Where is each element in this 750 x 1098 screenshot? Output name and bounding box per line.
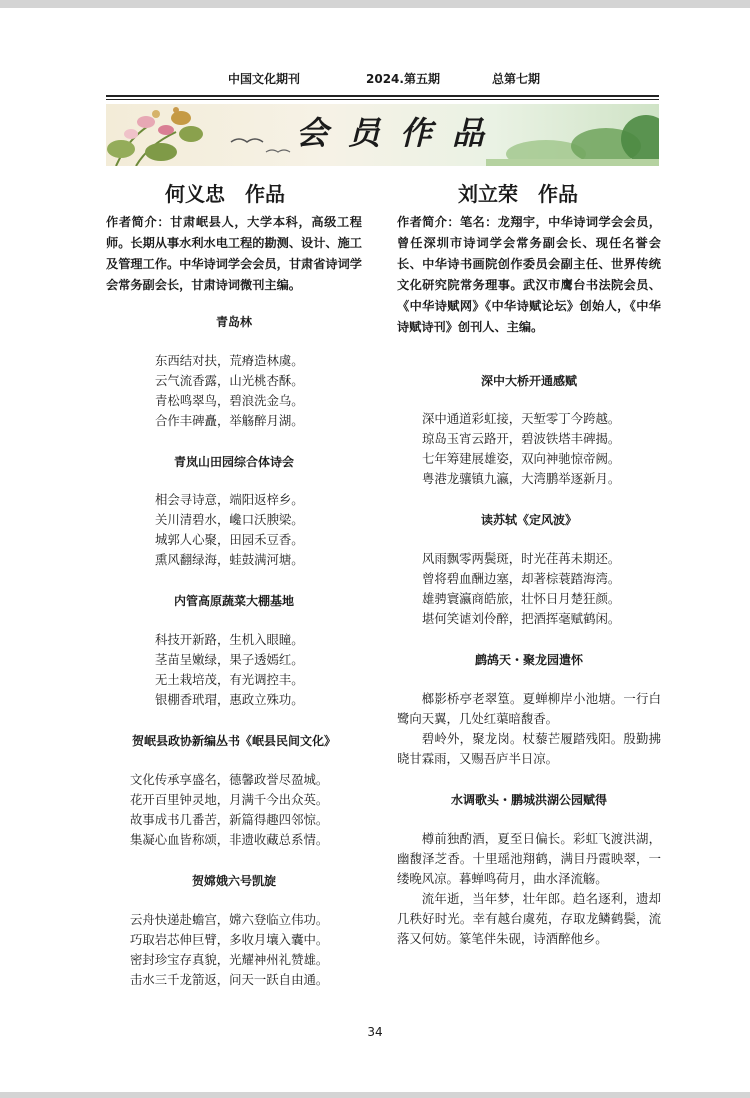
page-number: 34	[367, 1025, 383, 1039]
poem-paragraph: 榔影桥亭老翠篁。夏蝉柳岸小池塘。一行白鹭向天翼，几处红蕖暗馥香。	[397, 691, 661, 726]
poem-line: 相会寻诗意，端阳返梓乡。	[155, 492, 304, 507]
poem-line: 熏风翻绿海，蛙鼓满河塘。	[155, 552, 304, 567]
poem-paragraph: 樽前独酌酒，夏至日偏长。彩虹飞渡洪湖，幽馥泽芝香。十里瑶池翔鹤，满目丹霞映翠，一缕晚风凉。暮蝉鸣荷月，曲水泽流觞。	[397, 831, 661, 886]
poem-line: 合作丰碑矗，举觞醉月湖。	[155, 413, 304, 428]
poem-line: 七年筹建展雄姿，双向神驰惊帝阙。	[422, 451, 621, 466]
flower-plant-illustration	[107, 107, 203, 166]
poem-line: 琼岛玉宵云路开，碧波铁塔丰碑揭。	[422, 431, 621, 446]
issue-label: 2024.第五期	[366, 72, 440, 86]
bird-icon	[266, 150, 290, 152]
running-header	[0, 66, 750, 90]
poem-line: 粤港龙骧镇九瀛，大湾鹏举逐新月。	[422, 471, 621, 486]
poem-line: 花开百里钟灵地，月满千今出众英。	[130, 792, 329, 807]
poem-line: 云气流香露，山光桃杏酥。	[155, 373, 304, 388]
poem-line: 击水三千龙箭返，问天一跃自由通。	[130, 972, 329, 987]
poem-title: 深中大桥开通感赋	[480, 374, 577, 388]
right-author-bio: 作者简介：笔名：龙翔宇，中华诗词学会会员，曾任深圳市诗词学会常务副会长、现任名誉会长、中华诗书画院创作委员会副主任、世界传统文化研究院常务理事。武汉市鹰台书法院会员、《中华诗赋网》《中华诗赋论坛》创始人，《中华诗赋诗刊》创刊人、主编。	[397, 215, 661, 334]
poem-title: 青岚山田园综合体诗会	[173, 455, 294, 469]
document-page	[0, 8, 750, 1092]
poem-paragraph: 流年逝，当年梦，壮年郎。趋名逐利，遗却几秩好时光。幸有越台虞苑，存取龙鳞鹤鬓，流落又何妨。篆笔伴朱砚，诗酒醉他乡。	[397, 891, 661, 946]
left-author-title: 何义忠 作品	[165, 182, 285, 206]
poem-line: 无土栽培茂，有光调控丰。	[155, 672, 304, 687]
poem-line: 雄骋寰瀛商皓旅，壮怀日月楚狂颜。	[422, 591, 621, 606]
header-rule	[106, 95, 659, 97]
poem-line: 关川清碧水，巉口沃腴梁。	[155, 512, 304, 527]
poem-body	[130, 910, 328, 990]
poem-body	[422, 409, 620, 489]
header-rule-thin	[106, 99, 659, 100]
poem-title: 贺岷县政协新编丛书《岷县民间文化》	[131, 734, 336, 748]
poem-body	[155, 490, 304, 570]
right-author-title: 刘立荣 作品	[458, 182, 578, 206]
poem-line: 曾将碧血酬边塞，却著棕蓑踏海湾。	[422, 571, 621, 586]
poem-line: 东西结对扶，荒瘠造林虞。	[155, 353, 304, 368]
poem-line: 故事成书几番苦，新篇得趣四邻惊。	[130, 812, 329, 827]
section-banner	[106, 104, 659, 166]
poem-line: 深中通道彩虹接，天堑零丁今跨越。	[422, 411, 621, 426]
poem-line: 密封珍宝存真貌，光耀神州礼赞雄。	[130, 952, 329, 967]
poem-line: 风雨飘零两鬓斑，时光荏苒未期还。	[422, 551, 621, 566]
poem-body	[397, 689, 661, 769]
landscape-trees-illustration	[486, 115, 659, 166]
poem-body	[397, 829, 661, 949]
poem-title: 青岛林	[215, 315, 252, 329]
poem-line: 茎苗呈嫩绿，果子透嫣红。	[155, 652, 304, 667]
poem-body	[155, 630, 304, 710]
poem-line: 文化传承享盛名，德馨政誉尽盈城。	[130, 772, 329, 787]
poem-line: 堪何笑谑刘伶醉，把酒挥毫赋鹤闲。	[422, 611, 621, 626]
left-author-bio: 作者简介：甘肃岷县人，大学本科，高级工程师。长期从事水利水电工程的勘测、设计、施工及管理工作。中华诗词学会会员，甘肃省诗词学会常务副会长，甘肃诗词微刊主编。	[106, 215, 362, 292]
poem-title: 贺嫦娥六号凯旋	[191, 874, 276, 888]
journal-name: 中国文化期刊	[228, 72, 301, 86]
poem-line: 巧取岩芯伸巨臂，多收月壤入囊中。	[130, 932, 329, 947]
poem-title: 水调歌头・鹏城洪湖公园赋得	[450, 793, 607, 807]
poem-title: 读苏轼《定风波》	[480, 513, 577, 527]
poem-line: 银棚香玳瑁，惠政立殊功。	[155, 692, 304, 707]
poem-line: 青松鸣翠鸟，碧浪洗金乌。	[155, 393, 304, 408]
poem-line: 城郭人心聚，田园禾豆香。	[155, 532, 304, 547]
bird-icon	[231, 139, 263, 142]
poem-title: 鹧鸪天・聚龙园遣怀	[474, 653, 583, 667]
poem-line: 集凝心血皆称颂，非遗收藏总系情。	[130, 832, 329, 847]
poem-body	[422, 549, 620, 629]
poem-body	[130, 770, 328, 850]
banner-title: 会员作品	[296, 114, 505, 152]
poem-line: 云舟快递赴蟾宫，嫦六登临立伟功。	[130, 912, 329, 927]
poem-paragraph: 碧岭外，聚龙岗。杖藜芒履踏残阳。殷勤拂晓甘霖雨，又赐吾庐半日凉。	[397, 731, 661, 766]
poem-body	[155, 351, 304, 431]
poem-title: 内管高原蔬菜大棚基地	[173, 594, 294, 608]
total-issue-label: 总第七期	[492, 72, 541, 86]
poem-line: 科技开新路，生机入眼瞳。	[155, 632, 304, 647]
